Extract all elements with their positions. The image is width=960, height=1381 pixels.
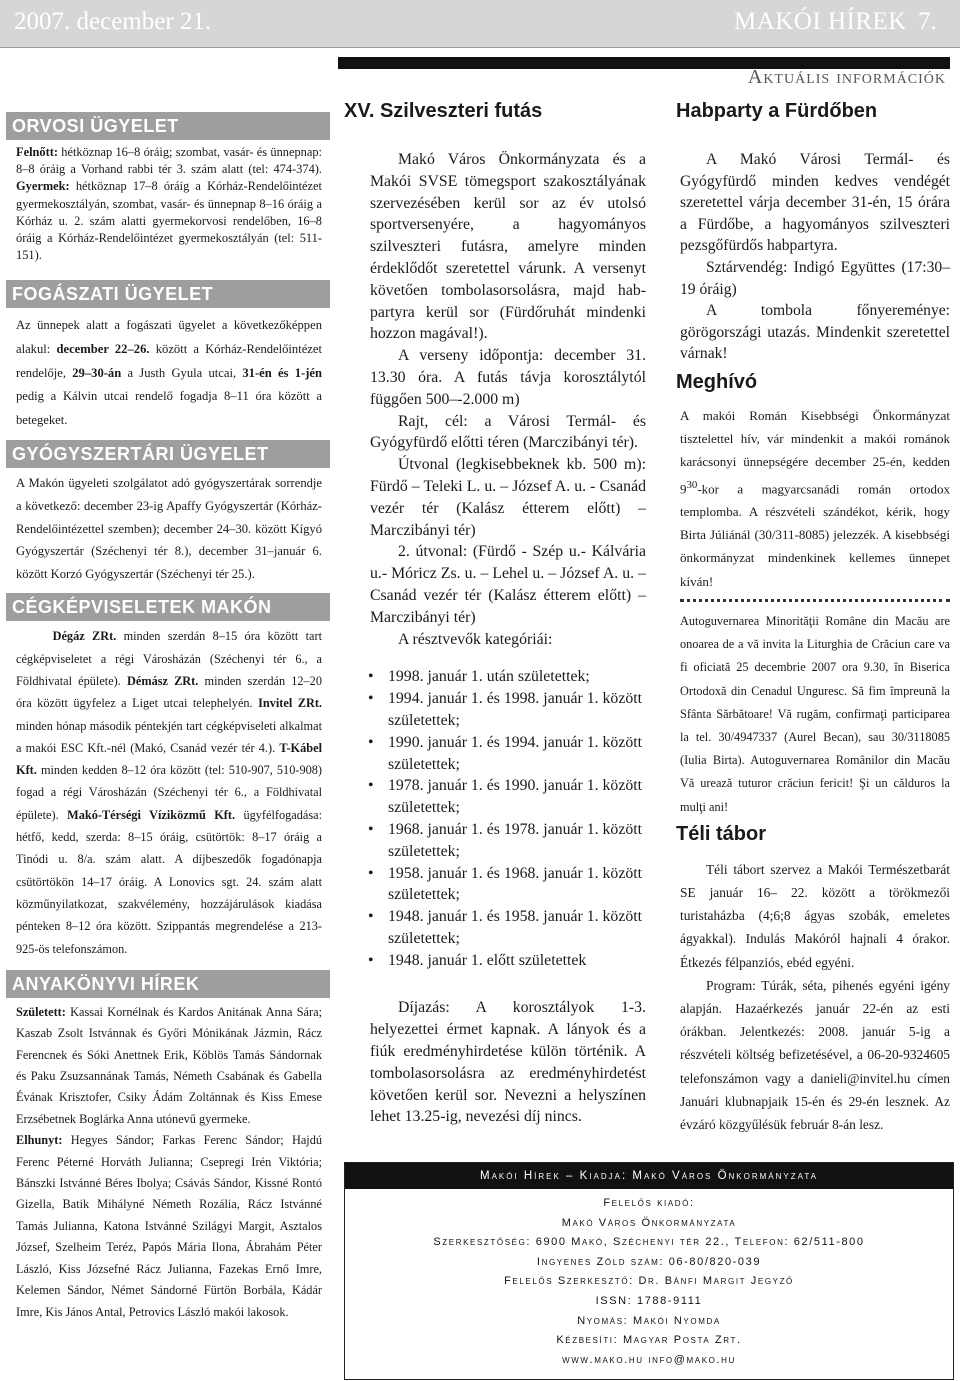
left-column [6,112,330,1329]
imprint-line: Makó Város Önkormányzata [561,1216,737,1229]
gyogyszertari-ugyelet-heading: GYÓGYSZERTÁRI ÜGYELET [6,440,330,468]
paragraph: A tombola főnyereménye: görögországi utazás. Mindenkit szeretettel várnak! [680,302,950,363]
paragraph: Téli tábort szervez a Makói Természetbarát SE január 16– 22. között a törökmezői turistaházba (4;6;8 ágyas szobák, emeletes ágyakkal). Indulás Makóról hajnali 4 órakor. Étkezés félpanziós, ebéd egyéni. [680,861,950,970]
paragraph: Útvonal (legkisebbeknek kb. 500 m): Fürdő – Teleki L. u. – József A. u. - Csanád vezér tér (Kalász étterem előtt) – Marczibányi tér) [370,456,646,539]
imprint-line: ISSN: 1788-9111 [595,1294,703,1307]
imprint-line: Felelős Szerkesztő: Dr. Bánfi Margit Jegyző [504,1275,794,1288]
imprint-title: Makói Hírek – Kiadja: Makó Város Önkormányzata [345,1163,953,1189]
paragraph: Makó Város Önkormányzata és a Makói SVSE tömegsport szakosztályának szervezésében kerül sor az év utolsó sportversenyére, a hagyományos szilveszteri futásra, amelyre minden érdeklődőt szeretettel várunk. A versenyt követően tombolasorsolásra, majd hab-partyra kerül sor (Fürdőruhát mindenki hozzon magával!). [370,151,646,343]
roman-invitation-text: Autoguvernarea Minorităţii Române din Macău are onoarea de a vă invita la Liturghia de Crăciun care va fi oficiată 25 decembrie 2007 ora 9.30, în Biserica Ortodoxă din Cenadul Unguresc. Să fim împreună la Sfânta Sărbătoare! Vă rugăm, confirmaţi participarea la tel. 30/4947337 (Aurel Becan), sau 30/3118085 (Iulia Birta). Autoguvernarea Românilor din Macău Vă urează tuturor crăciun fericit! Şi un călduros la mulţi ani! [680,613,950,814]
list-item: • 1994. január 1. és 1998. január 1. között születettek; [366,688,642,732]
teli-tabor-heading: Téli tábor [676,821,776,850]
categories-list [344,666,654,971]
cegkepviseletek-heading: CÉGKÉPVISELETEK MAKÓN [6,593,330,621]
paragraph: A verseny időpontja: december 31. 13.30 óra. A futás távja korosztálytól függően 500–-2.000 m) [370,347,646,408]
paragraph: Rajt, cél: a Városi Termál- és Gyógyfürdő előtti téren (Marczibányi tér). [370,412,646,452]
imprint-box [344,1162,954,1380]
list-item: • 1990. január 1. és 1994. január 1. között születettek; [366,732,642,776]
page-header [0,0,960,48]
imprint-line: Ingyenes Zöld szám: 06-80/820-039 [536,1255,762,1268]
page-number: 7. [918,8,937,35]
meghivo-body: A makói Román Kisebbségi Önkormányzat tisztelettel hív, vár mindenkit a makói románok karácsonyi ünnepségére december 25-én, kedden $9^{30}$-kor a magyarcsanádi román ortodox templomba. A részvételi szándékot, kérik, hogy Birta Júliánál (30/311-8085) jelezzék. A kisebbségi önkormányzat mindenkinek kellemes ünnepet kíván! [680,407,950,589]
paragraph: A Makó Városi Termál- és Gyógyfürdő minden kedves vendégét szeretettel várja december 31-én, 15 órára a Fürdőbe, a hagyományos szilveszteri pezsgőfürdős habpartyra. [680,151,950,255]
szilveszteri-futas-heading: XV. Szilveszteri futás [344,98,552,127]
teli-tabor-body [676,858,954,1136]
dotted-divider [680,599,950,602]
paragraph: Díjazás: A korosztályok 1-3. helyezettei érmet kapnak. A lányok és a fiúk eredményhirdetése külön történik. A tombolasorsolásra az eredményhirdetést követően kerül sor. Nevezni a helyszínen lehet 13.25-ig, nevezési díj nincs. [370,999,646,1126]
habparty-body [676,149,954,365]
newspaper-name: MAKÓI HÍREK [734,8,907,35]
list-item: • 1948. január 1. előtt születettek [366,950,642,972]
orvosi-ugyelet-text: Felnőtt: hétköznap 16–8 óráig; szombat, vasár- és ünnepnap: 8–8 óráig a Vorhand rabbi tér 3. szám alatt (tel: 474-374). Gyermek: hétköznap 17–8 óráig a Kórház-Rendelőintézet gyermekosztályán, szombat, vasár- és ünnepnap 8–16 óráig a Kórház u. 2. szám alatti gyermekorvosi rendelőben, 16–8 óráig a Kórház-Rendelőintézet gyermekosztályán (tel: 511-151). [16,145,322,263]
list-item: • 1998. január 1. után születettek; [366,666,642,688]
middle-column [344,98,654,1128]
list-item: • 1968. január 1. és 1978. január 1. között születettek; [366,819,642,863]
imprint-line: Nyomás: Makói Nyomda [577,1314,721,1327]
cegkepviseletek-text: Dégáz ZRt. minden szerdán 8–15 óra között tart cégképviseletet a régi Városházán (Széchenyi tér 6., a Földhivatal épülete). Démász ZRt. minden szerdán 12–20 óra között ügyfelez a Liget utcai telephelyén. Invitel ZRt. minden hónap második péntekjén tart cégképviseleti alkalmat a makói ESC Kft.-nél (Makó, Csanád vezér tér 4.). T-Kábel Kft. minden kedden 8–12 óra között (tel: 510-907, 510-908) fogad a régi Városházán (Széchenyi tér 6., a Földhivatal épülete). Makó-Térségi Víziközmű Kft. ügyfélfogadása: hétfő, kedd, szerda: 8–15 óráig, csütörtök: 8–17 óráig a Tinódi u. 8/a. szám alatt. A díjbeszedők fogadónapja csütörtökön 14–17 óráig. A Lonovics sgt. 24. szám alatt közműnyilatkozat, szakvélemény, hozzájárulások kiadása pénteken 8–12 óra között. Szippantás megrendelése a 213-925-ös telefonszámon. [16,629,323,956]
meghivo-heading: Meghívó [676,369,767,398]
habparty-heading: Habparty a Fürdőben [676,98,887,127]
list-item: • 1948. január 1. és 1958. január 1. között születettek; [366,906,642,950]
szilveszteri-futas-closing [344,997,654,1128]
anyakonyvi-hirek-heading: ANYAKÖNYVI HÍREK [6,970,330,998]
imprint-line: Kézbesíti: Magyar Posta Zrt. [556,1334,742,1347]
paragraph: 2. útvonal: (Fürdő - Szép u.- Kálvária u.- Móricz Zs. u. – Lehel u. – József A. u. – Csanád vezér tér (Kalász étterem előtt) – Marczibányi tér) [370,543,646,626]
gyogyszertari-ugyelet-text: A Makón ügyeleti szolgálatot adó gyógyszertárak sorrendje a következő: december 23-ig Apaffy Gyógyszertár (Kórház-Rendelőintézettel szemben); december 24–30. között Kígyó Gyógyszertár (Széchenyi tér 8.), december 31–január 6. között Korzó Gyógyszertár (Széchenyi tér 25.). [16,476,322,581]
right-column [676,98,954,1136]
szilveszteri-futas-body [344,149,654,650]
anyakonyvi-hirek-text: Született: Kassai Kornélnak és Kardos Anitának Anna Sára; Kaszab Zsolt Istvánnak és Győri Mónikának Jázmin, Rácz Ferencnek és Sóki Anettnek Erik, Köblös Tamás Sándornak és Paku Zsuzsannának Tamás, Németh Csabának és Gabella Évának Krisztofer, Csiky Ádám Zoltánnak és Kiss Emese Erzsébetnek Boglárka Anna utónevű gyermeke. Elhunyt: Hegyes Sándor; Farkas Ferenc Sándor; Hajdú Ferenc Péterné Horváth Julianna; Csepregi Irén Viktória; Bánszki Istvánné Béres Ibolya; Csávás Sándor, Kissné Rontó Gizella, Batik Mihályné Németh Rozália, Rácz Istvánné Tamás Julianna, Katona Istvánné Szilágyi Margit, Asztalos József, Szelheim Teréz, Papós Mária Ilona, Ábrahám Péter László, Kiss Józsefné Rácz Julianna, Fazekas Ernő Imre, Kelemen Sándor, Német Sándorné Fürtön Borbála, Kádár Imre, Kis János Antal, Petrovics László makói lakosok. [16,1004,322,1319]
paragraph: Program: Túrák, séta, pihenés egyéni igény alapján. Hazaérkezés január 22-én az esti órákban. Jelentkezés: 2008. január 5-ig a részvételi költség befizetésével, a 06-20-9324605 telefonszámon vagy a danieli@invitel.hu címen Januári klubnapjaik 15-én és 29-én lesznek. Az évzáró közgyűlésük február 8-án lesz. [680,977,950,1132]
imprint-website[interactable]: www.mako.hu info@mako.hu [562,1353,736,1366]
paragraph: A résztvevők kategóriái: [398,630,553,648]
fogaszati-ugyelet-heading: FOGÁSZATI ÜGYELET [6,280,330,308]
paragraph: Sztárvendég: Indigó Együttes (17:30–19 óráig) [680,258,950,298]
imprint-line: Felelős kiadó: [603,1197,695,1209]
imprint-line: Szerkesztőség: 6900 Makó, Széchenyi tér 22., Telefon: 62/511-800 [433,1236,865,1249]
fogaszati-ugyelet-text: Az ünnepek alatt a fogászati ügyelet a következőképpen alakul: december 22–26. között a Kórház-Rendelőintézet rendelője, 29–30-án a Justh Gyula utcai, 31-én és 1-jén pedig a Kálvin utcai rendelő fogadja 8–11 óra között a betegeket. [16,318,322,427]
section-title: Aktuális információk [747,66,946,88]
list-item: • 1958. január 1. és 1968. január 1. között születettek; [366,863,642,907]
issue-date: 2007. december 21. [14,8,212,35]
orvosi-ugyelet-heading: ORVOSI ÜGYELET [6,112,330,140]
list-item: • 1978. január 1. és 1990. január 1. között születettek; [366,775,642,819]
